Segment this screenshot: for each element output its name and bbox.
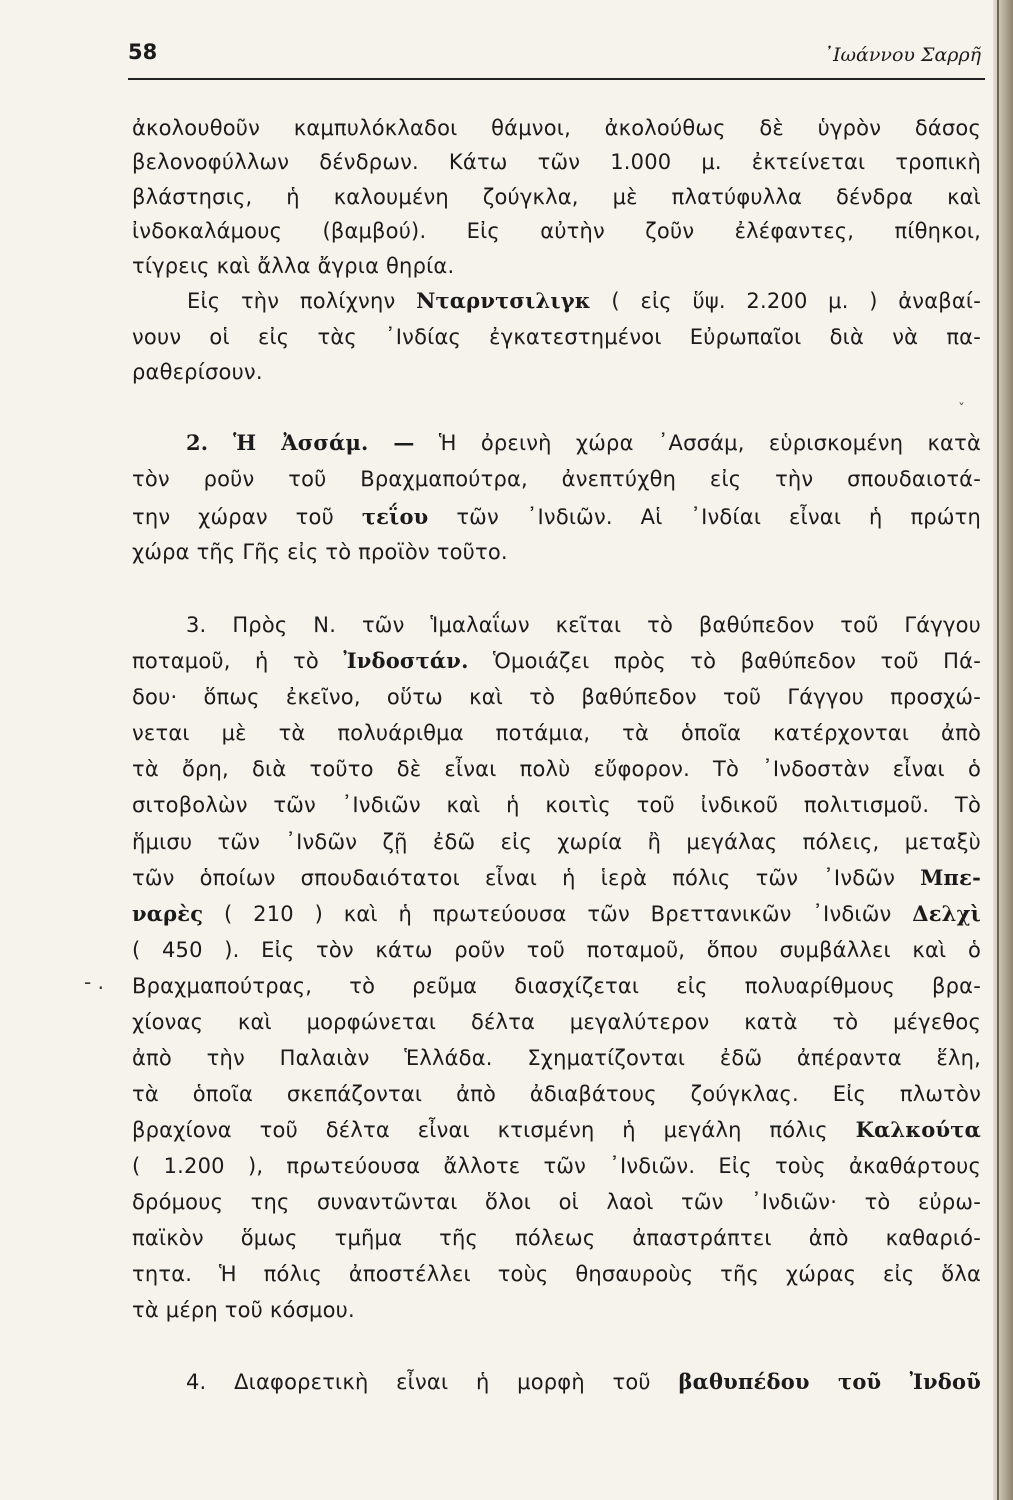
page-number: 58 — [128, 40, 158, 64]
text-line: χώρα τῆς Γῆς εἰς τὸ προϊὸν τοῦτο. — [132, 540, 508, 564]
text-line: τὸν ροῦν τοῦ Βραχμαπούτρα, ἀνεπτύχθη εἰς τὴν σπουδαιοτά- — [132, 467, 981, 491]
text-line: βλάστησις, ἡ καλουμένη ζούγκλα, μὲ πλατύφυλλα δένδρα καὶ — [132, 185, 981, 209]
text-line — [132, 644, 981, 678]
text-line: τὰ ὄρη, διὰ τοῦτο δὲ εἶναι πολὺ εὔφορον. Τὸ ᾿Ινδοστὰν εἶναι ὁ — [132, 757, 981, 781]
text-line: δου· ὅπως ἐκεῖνο, οὕτω καὶ τὸ βαθύπεδον τοῦ Γάγγου προσχώ- — [132, 685, 981, 709]
text-run: ποταμοῦ, ἡ τὸ — [132, 649, 319, 673]
text-run: βραχίονα τοῦ δέλτα εἶναι κτισμένη ἡ μεγάλη πόλις — [132, 1118, 828, 1142]
page-header — [128, 38, 985, 80]
text-run: Ὁμοιάζει πρὸς τὸ βαθύπεδον τοῦ Πά- — [493, 649, 981, 673]
text-line: τητα. Ἡ πόλις ἀποστέλλει τοὺς θησαυροὺς τῆς χώρας εἰς ὅλα — [132, 1262, 981, 1286]
place-name-bold: Ἰνδοστάν. — [343, 648, 469, 673]
text-run: ( εἰς ὕψ. 2.200 μ. ) ἀναβαί- — [611, 289, 981, 313]
text-line: Βραχμαπούτρας, τὸ ρεῦμα διασχίζεται εἰς πολυαρίθμους βρα- — [132, 974, 981, 998]
place-name-bold: Νταρντσιλιγκ — [416, 288, 591, 313]
text-run: ( 210 ) καὶ ἡ πρωτεύουσα τῶν Βρεττανικῶν ᾿Ινδιῶν — [224, 902, 892, 926]
text-line: βελονοφύλλων δένδρων. Κάτω τῶν 1.000 μ. ἐκτείνεται τροπικὴ — [132, 150, 981, 174]
text-line: νεται μὲ τὰ πολυάριθμα ποτάμια, τὰ ὁποῖα κατέρχονται ἀπὸ — [132, 721, 981, 745]
text-line: δρόμους της συναντῶνται ὅλοι οἱ λαοὶ τῶν ᾿Ινδιῶν· τὸ εὐρω- — [132, 1190, 981, 1214]
text-line: χίονας καὶ μορφώνεται δέλτα μεγαλύτερον κατὰ τὸ μέγεθος — [132, 1010, 981, 1034]
text-run: τῶν ᾿Ινδιῶν. Αἱ ᾿Ινδίαι εἶναι ἡ πρώτη — [456, 505, 981, 529]
text-line: 3. Πρὸς Ν. τῶν Ἱμαλαΐων κεῖται τὸ βαθύπεδον τοῦ Γάγγου — [186, 613, 981, 637]
text-line: τίγρεις καὶ ἄλλα ἄγρια θηρία. — [132, 254, 455, 278]
text-run: Εἰς τὴν πολίχνην — [187, 289, 396, 313]
text-line: ἰνδοκαλάμους (βαμβού). Εἰς αὐτὴν ζοῦν ἐλέφαντες, πίθηκοι, — [132, 219, 981, 243]
text-line: ἥμισυ τῶν ᾿Ινδῶν ζῇ ἐδῶ εἰς χωρία ἢ μεγάλας πόλεις, μεταξὺ — [132, 830, 981, 854]
text-run: 4. Διαφορετικὴ εἶναι ἡ μορφὴ τοῦ — [186, 1370, 651, 1394]
place-name-bold: βαθυπέδου τοῦ Ἰνδοῦ — [678, 1369, 981, 1394]
text-line: ραθερίσουν. — [132, 360, 263, 384]
text-run: Ἡ ὀρεινὴ χώρα ᾿Ασσάμ, εὑρισκομένη κατὰ — [438, 431, 981, 455]
text-line: παϊκὸν ὅμως τμῆμα τῆς πόλεως ἀπαστράπτει ἀπὸ καθαριό- — [132, 1226, 981, 1250]
place-name-bold: Δελχὶ — [912, 901, 981, 926]
text-line: ἀκολουθοῦν καμπυλόκλαδοι θάμνοι, ἀκολούθως δὲ ὑγρὸν δάσος — [132, 116, 981, 140]
text-line: σιτοβολὼν τῶν ᾿Ινδιῶν καὶ ἡ κοιτὶς τοῦ ἰνδικοῦ πολιτισμοῦ. Τὸ — [132, 793, 981, 817]
keyword-bold: τεΐου — [361, 504, 429, 529]
text-line: ἀπὸ τὴν Παλαιὰν Ἑλλάδα. Σχηματίζονται ἐδῶ ἀπέραντα ἕλη, — [132, 1046, 981, 1070]
text-line — [186, 1365, 981, 1399]
text-line — [132, 1113, 981, 1147]
page-edge-shadow — [993, 0, 1013, 1500]
running-head: ᾿Ιωάννου Σαρρῆ — [823, 44, 981, 66]
text-line — [132, 897, 981, 931]
place-name-bold: ναρὲς — [132, 901, 204, 926]
section-heading: 2. Ἡ Ἀσσάμ. — — [186, 430, 415, 455]
text-line — [187, 284, 981, 318]
text-line — [186, 426, 981, 460]
text-line: τὰ ὁποῖα σκεπάζονται ἀπὸ ἀδιαβάτους ζούγκλας. Εἰς πλωτὸν — [132, 1082, 981, 1106]
margin-tick-mark: ˇ — [958, 402, 965, 418]
text-line: ( 450 ). Εἰς τὸν κάτω ροῦν τοῦ ποταμοῦ, ὅπου συμβάλλει καὶ ὁ — [132, 938, 981, 962]
text-line — [132, 861, 981, 895]
text-line: ( 1.200 ), πρωτεύουσα ἄλλοτε τῶν ᾿Ινδιῶν. Εἰς τοὺς ἀκαθάρτους — [132, 1154, 981, 1178]
text-line: νουν οἱ εἰς τὰς ᾿Ινδίας ἐγκατεστημένοι Εὐρωπαῖοι διὰ νὰ πα- — [132, 325, 981, 349]
margin-dot-marks: - . — [84, 970, 104, 994]
place-name-bold: Μπε- — [920, 865, 981, 890]
page-edge-line — [997, 0, 999, 1500]
text-run: τῶν ὁποίων σπουδαιότατοι εἶναι ἡ ἱερὰ πόλις τῶν ᾿Ινδῶν — [132, 866, 896, 890]
text-line — [132, 500, 981, 534]
text-run: την χώραν τοῦ — [132, 505, 334, 529]
place-name-bold: Καλκούτα — [855, 1117, 981, 1142]
text-line: τὰ μέρη τοῦ κόσμου. — [132, 1298, 355, 1322]
